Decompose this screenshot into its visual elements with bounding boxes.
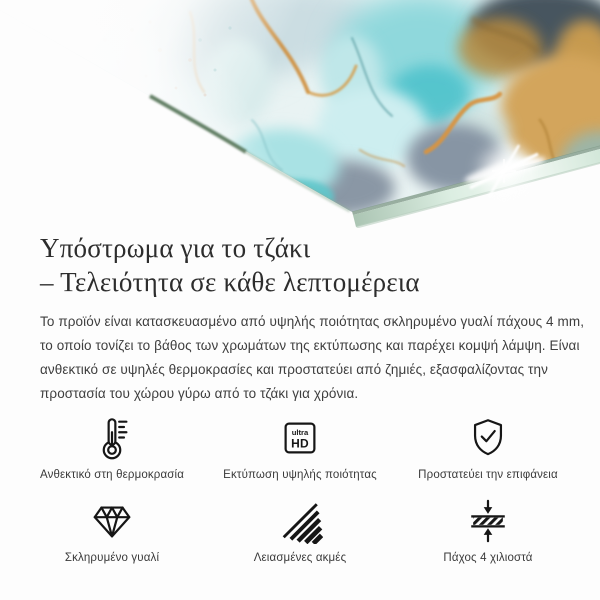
feature-label: Εκτύπωση υψηλής ποιότητας bbox=[223, 469, 377, 481]
page-title-line2: – Τελειότητα σε κάθε λεπτομέρεια bbox=[40, 267, 420, 297]
shield-check-icon bbox=[465, 415, 511, 461]
thickness-icon bbox=[465, 498, 511, 544]
description-line: Το προϊόν είναι κατασκευασμένο από υψηλής ποιότητας σκληρυμένο γυαλί πάχους 4 mm, bbox=[40, 314, 585, 329]
feature-label: Προστατεύει την επιφάνεια bbox=[418, 469, 558, 481]
feature-surface-protection bbox=[394, 415, 582, 481]
thermometer-icon bbox=[89, 415, 135, 461]
feature-temperature bbox=[18, 415, 206, 481]
feature-label: Σκληρυμένο γυαλί bbox=[64, 552, 160, 564]
feature-label: Ανθεκτικό στη θερμοκρασία bbox=[39, 469, 185, 481]
product-description bbox=[40, 310, 585, 406]
feature-polished-edges bbox=[206, 498, 394, 564]
page-title-line1: Υπόστρωμα για το τζάκι bbox=[40, 233, 311, 263]
feature-label: Λειασμένες ακμές bbox=[253, 552, 347, 564]
page-title bbox=[40, 231, 560, 299]
ultra-hd-icon bbox=[277, 415, 323, 461]
description-line: προστασία του χώρου γύρω από το τζάκι για χρόνια. bbox=[40, 386, 359, 401]
polished-edges-icon bbox=[277, 498, 323, 544]
description-line: το οποίο τονίζει το βάθος των χρωμάτων της εκτύπωσης και παρέχει κομψή λάμψη. Είναι bbox=[40, 338, 580, 353]
ultra-hd-badge-bottom: HD bbox=[291, 436, 309, 451]
feature-print-quality bbox=[206, 415, 394, 481]
ultra-hd-badge-top: ultra bbox=[291, 428, 309, 438]
feature-grid bbox=[0, 415, 600, 564]
feature-label: Πάχος 4 χιλιοστά bbox=[443, 552, 533, 564]
product-photo bbox=[0, 0, 600, 228]
diamond-icon bbox=[89, 498, 135, 544]
feature-thickness bbox=[394, 498, 582, 564]
description-line: ανθεκτικό σε υψηλές θερμοκρασίες και προστατεύει από ζημιές, εξασφαλίζοντας την bbox=[40, 362, 548, 377]
feature-tempered-glass bbox=[18, 498, 206, 564]
